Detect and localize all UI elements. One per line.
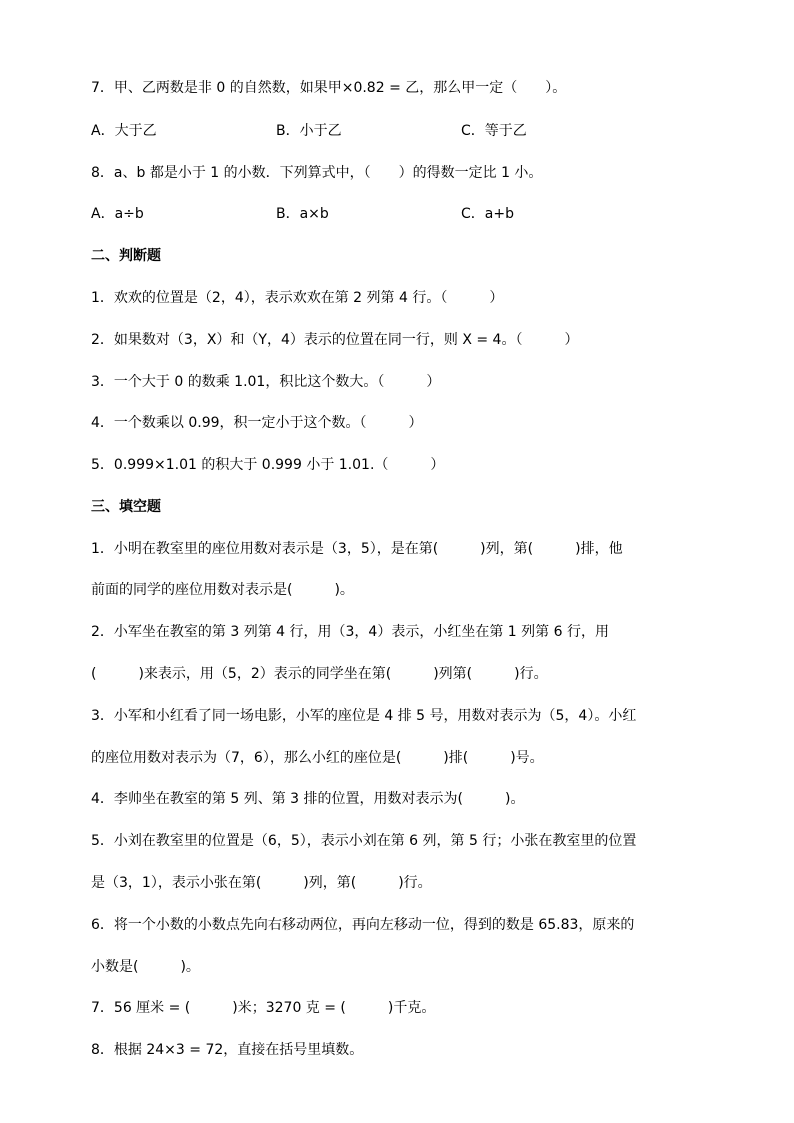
options-mc-8 — [91, 204, 714, 224]
fill-line: 2．小军坐在教室的第 3 列第 4 行，用（3，4）表示，小红坐在第 1 列第 6 行，用 — [91, 624, 609, 640]
judge-item-5: 5．0.999×1.01 的积大于 0.999 小于 1.01.（ ） — [91, 457, 445, 473]
section-heading-judge: 二、判断题 — [91, 248, 161, 264]
fill-line: 6．将一个小数的小数点先向右移动两位，再向左移动一位，得到的数是 65.83，原来的 — [91, 917, 635, 933]
option-c[interactable]: C．等于乙 — [461, 123, 527, 139]
question-mc-7: 7．甲、乙两数是非 0 的自然数，如果甲×0.82 = 乙，那么甲一定（ ）。 — [91, 80, 567, 96]
judge-item-2: 2．如果数对（3，X）和（Y，4）表示的位置在同一行，则 X = 4。（ ） — [91, 332, 579, 348]
judge-item-4: 4．一个数乘以 0.99，积一定小于这个数。（ ） — [91, 415, 423, 431]
options-mc-7 — [91, 121, 714, 141]
fill-line: 7．56 厘米 = ( )米；3270 克 = ( )千克。 — [91, 1000, 436, 1016]
fill-line: 小数是( )。 — [91, 959, 200, 975]
fill-line: 前面的同学的座位用数对表示是( )。 — [91, 582, 354, 598]
fill-line: 5．小刘在教室里的位置是（6，5），表示小刘在第 6 列，第 5 行；小张在教室里的位置 — [91, 833, 637, 849]
fill-line: ( )来表示，用（5，2）表示的同学坐在第( )列第( )行。 — [91, 666, 548, 682]
option-b[interactable]: B．小于乙 — [276, 123, 342, 139]
fill-line: 1．小明在教室里的座位用数对表示是（3，5），是在第( )列，第( )排，他 — [91, 541, 623, 557]
fill-line: 的座位用数对表示为（7，6），那么小红的座位是( )排( )号。 — [91, 750, 544, 766]
judge-item-1: 1．欢欢的位置是（2，4），表示欢欢在第 2 列第 4 行。（ ） — [91, 290, 504, 306]
question-mc-8: 8．a、b 都是小于 1 的小数．下列算式中，（ ）的得数一定比 1 小。 — [91, 165, 543, 181]
fill-line: 4．李帅坐在教室的第 5 列、第 3 排的位置，用数对表示为( )。 — [91, 791, 525, 807]
section-heading-fill: 三、填空题 — [91, 499, 161, 515]
option-a[interactable]: A．大于乙 — [91, 123, 157, 139]
fill-line: 8．根据 24×3 = 72，直接在括号里填数。 — [91, 1042, 364, 1058]
option-b[interactable]: B．a×b — [276, 206, 329, 222]
option-a[interactable]: A．a÷b — [91, 206, 144, 222]
option-c[interactable]: C．a+b — [461, 206, 514, 222]
fill-line: 是（3，1），表示小张在第( )列，第( )行。 — [91, 875, 432, 891]
judge-item-3: 3．一个大于 0 的数乘 1.01，积比这个数大。（ ） — [91, 374, 441, 390]
fill-line: 3．小军和小红看了同一场电影，小军的座位是 4 排 5 号，用数对表示为（5，4）。小红 — [91, 708, 637, 724]
